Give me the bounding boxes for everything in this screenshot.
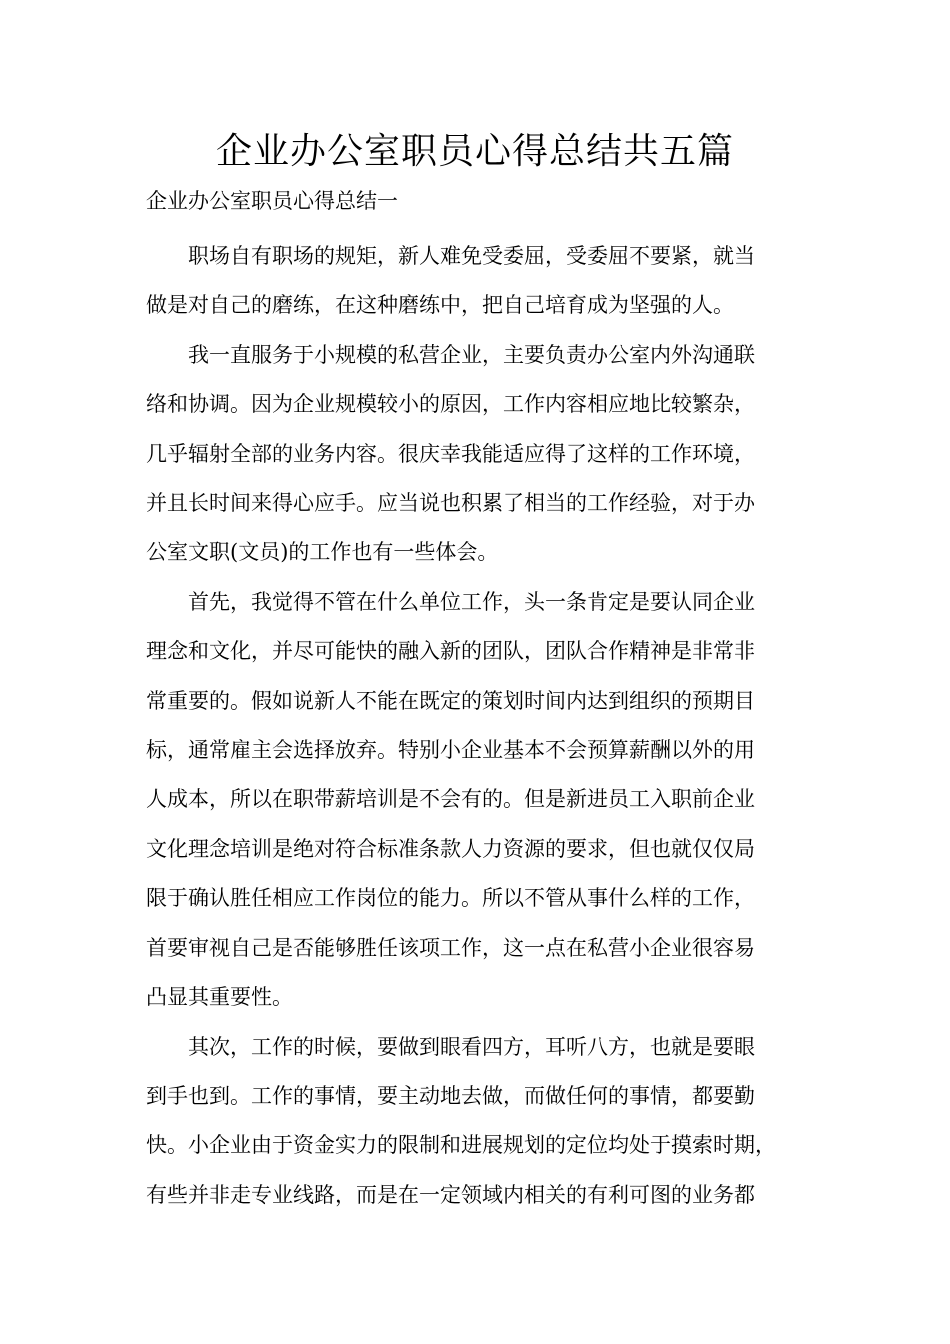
section-heading: 企业办公室职员心得总结一	[146, 189, 398, 213]
document-title: 企业办公室职员心得总结共五篇	[215, 131, 734, 172]
paragraph: 首先，我觉得不管在什么单位工作，头一条肯定是要认同企业 理念和文化，并尽可能快的融入新的团队，团队合作精神是非常非 常重要的。假如说新人不能在既定的策划时间内达到组织的预期目 标，通常雇主会选择放弃。特别小企业基本不会预算薪酬以外的用 人成本，所以在职带薪培训是不会有的。但是新进员工入职前企业 文化理念培训是绝对符合标准条款人力资源的要求，但也就仅仅局 限于确认胜任相应工作岗位的能力。所以不管从事什么样的工作， 首要审视自己是否能够胜任该项工作，这一点在私营小企业很容易 凸显其重要性。	[146, 589, 755, 1010]
paragraph: 我一直服务于小规模的私营企业，主要负责办公室内外沟通联 络和协调。因为企业规模较小的原因，工作内容相应地比较繁杂， 几乎辐射全部的业务内容。很庆幸我能适应得了这样的工作环境， 并且长时间来得心应手。应当说也积累了相当的工作经验，对于办 公室文职(文员)的工作也有一些体会。	[146, 342, 755, 565]
body-text	[146, 232, 834, 1220]
paragraph: 职场自有职场的规矩，新人难免受委屈，受委屈不要紧，就当 做是对自己的磨练，在这种磨练中，把自己培育成为坚强的人。	[146, 244, 755, 318]
paragraph: 其次，工作的时候，要做到眼看四方，耳听八方，也就是要眼 到手也到。工作的事情，要主动地去做，而做任何的事情，都要勤 快。小企业由于资金实力的限制和进展规划的定位均处于摸索时期， 有些并非走专业线路，而是在一定领域内相关的有利可图的业务都	[146, 1034, 776, 1207]
